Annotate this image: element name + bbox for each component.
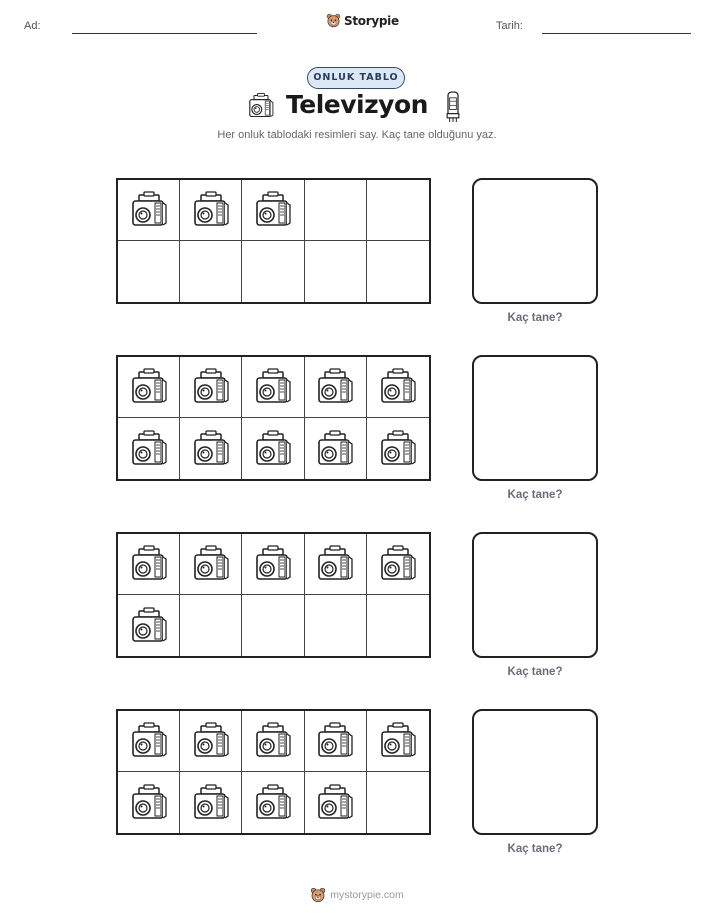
frame-cell bbox=[305, 180, 367, 241]
date-field[interactable] bbox=[542, 33, 691, 34]
bear-mascot-icon bbox=[326, 13, 341, 28]
frame-cell bbox=[180, 534, 242, 595]
frame-cell bbox=[180, 357, 242, 418]
frame-cell bbox=[180, 180, 242, 241]
camera-icon bbox=[315, 783, 355, 823]
frame-cell bbox=[242, 357, 304, 418]
ten-frame-4 bbox=[116, 709, 431, 835]
answer-box-1[interactable] bbox=[472, 178, 598, 304]
worksheet-badge: ONLUK TABLO bbox=[307, 67, 405, 89]
frame-cell bbox=[242, 241, 304, 302]
answer-box-2[interactable] bbox=[472, 355, 598, 481]
bear-mascot-icon bbox=[310, 887, 326, 903]
name-label: Ad: bbox=[24, 20, 41, 32]
camera-icon bbox=[378, 544, 418, 584]
page-title: Televizyon bbox=[286, 90, 428, 119]
frame-cell bbox=[305, 711, 367, 772]
camera-icon bbox=[129, 721, 169, 761]
frame-cell bbox=[242, 711, 304, 772]
frame-cell bbox=[180, 418, 242, 479]
frame-cell bbox=[367, 772, 429, 833]
frame-cell bbox=[305, 357, 367, 418]
ten-frame-1 bbox=[116, 178, 431, 304]
camera-icon bbox=[129, 544, 169, 584]
camera-icon bbox=[191, 783, 231, 823]
frame-cell bbox=[367, 241, 429, 302]
camera-icon bbox=[129, 606, 169, 646]
frame-cell bbox=[118, 534, 180, 595]
frame-cell bbox=[367, 180, 429, 241]
frame-cell bbox=[367, 711, 429, 772]
camera-icon bbox=[315, 429, 355, 469]
frame-cell bbox=[305, 595, 367, 656]
frame-cell bbox=[118, 772, 180, 833]
camera-icon bbox=[253, 367, 293, 407]
frame-cell bbox=[305, 772, 367, 833]
frame-cell bbox=[118, 595, 180, 656]
frame-cell bbox=[242, 180, 304, 241]
frame-cell bbox=[242, 595, 304, 656]
camera-icon bbox=[315, 544, 355, 584]
camera-icon bbox=[191, 367, 231, 407]
answer-label-2: Kaç tane? bbox=[507, 489, 563, 501]
camera-icon bbox=[253, 721, 293, 761]
camera-icon bbox=[191, 190, 231, 230]
answer-box-4[interactable] bbox=[472, 709, 598, 835]
frame-cell bbox=[118, 241, 180, 302]
frame-cell bbox=[118, 418, 180, 479]
answer-label-1: Kaç tane? bbox=[507, 312, 563, 324]
frame-cell bbox=[305, 418, 367, 479]
brand-logo bbox=[326, 13, 399, 28]
ten-frame-3 bbox=[116, 532, 431, 658]
answer-label-4: Kaç tane? bbox=[507, 843, 563, 855]
camera-icon bbox=[129, 429, 169, 469]
camera-icon bbox=[378, 721, 418, 761]
camera-icon bbox=[315, 367, 355, 407]
frame-cell bbox=[242, 534, 304, 595]
camera-icon bbox=[191, 544, 231, 584]
frame-cell bbox=[367, 534, 429, 595]
vacuum-tube-icon bbox=[443, 90, 463, 124]
frame-cell bbox=[242, 772, 304, 833]
ten-frame-2 bbox=[116, 355, 431, 481]
frame-cell bbox=[118, 180, 180, 241]
camera-icon bbox=[378, 367, 418, 407]
frame-cell bbox=[180, 241, 242, 302]
camera-icon bbox=[191, 721, 231, 761]
camera-icon bbox=[253, 544, 293, 584]
frame-cell bbox=[305, 241, 367, 302]
frame-cell bbox=[118, 711, 180, 772]
camera-icon bbox=[253, 190, 293, 230]
camera-icon bbox=[191, 429, 231, 469]
name-field[interactable] bbox=[72, 33, 257, 34]
frame-cell bbox=[367, 418, 429, 479]
frame-cell bbox=[305, 534, 367, 595]
frame-cell bbox=[180, 595, 242, 656]
camera-icon bbox=[378, 429, 418, 469]
camera-icon bbox=[315, 721, 355, 761]
frame-cell bbox=[242, 418, 304, 479]
frame-cell bbox=[180, 772, 242, 833]
frame-cell bbox=[118, 357, 180, 418]
camera-icon bbox=[129, 190, 169, 230]
camera-icon bbox=[129, 367, 169, 407]
date-label: Tarih: bbox=[496, 20, 523, 32]
frame-cell bbox=[367, 595, 429, 656]
instruction-text: Her onluk tablodaki resimleri say. Kaç tane olduğunu yaz. bbox=[217, 129, 497, 141]
frame-cell bbox=[367, 357, 429, 418]
camera-icon bbox=[253, 783, 293, 823]
camera-icon bbox=[129, 783, 169, 823]
brand-name: Storypie bbox=[344, 13, 399, 28]
footer bbox=[0, 887, 714, 903]
answer-label-3: Kaç tane? bbox=[507, 666, 563, 678]
camera-icon bbox=[253, 429, 293, 469]
footer-site: mystorypie.com bbox=[330, 889, 404, 901]
frame-cell bbox=[180, 711, 242, 772]
answer-box-3[interactable] bbox=[472, 532, 598, 658]
